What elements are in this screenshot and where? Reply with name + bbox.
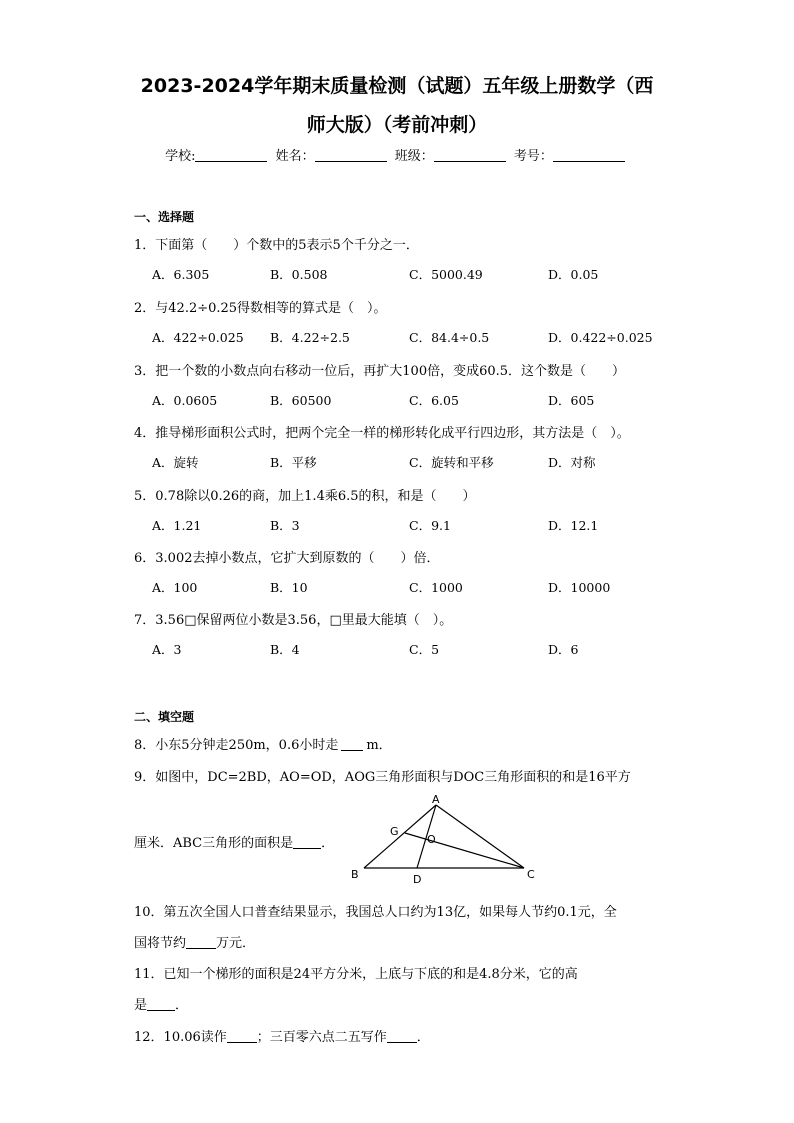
page-title-line1: 2023-2024学年期末质量检测（试题）五年级上册数学（西 (140, 75, 654, 97)
label-a: A (432, 793, 440, 806)
edge-ab (364, 805, 436, 868)
school-label: 学校: (165, 149, 196, 164)
student-info-row (0, 145, 794, 164)
option-c[interactable]: C．1000 (409, 580, 463, 595)
option-c[interactable]: C．5 (409, 642, 440, 657)
question-9-line2 (134, 832, 334, 851)
question-2: 2．与42.2÷0.25得数相等的算式是（ ）。 (134, 301, 387, 316)
question-2-options (152, 328, 712, 346)
option-c[interactable]: C．旋转和平移 (409, 455, 494, 470)
question-1-options (152, 265, 712, 283)
question-9-line1: 9．如图中，DC=2BD，AO=OD，AOG三角形面积与DOC三角形面积的和是16平方 (134, 770, 631, 785)
option-c[interactable]: C．5000.49 (409, 267, 483, 282)
page-title-line2: 师大版）（考前冲刺） (306, 114, 488, 136)
question-9-period: ． (321, 836, 335, 851)
question-8-text: 8．小东5分钟走250m，0.6小时走 (134, 738, 339, 753)
question-3: 3．把一个数的小数点向右移动一位后，再扩大100倍，变成60.5．这个数是（ ） (134, 364, 626, 379)
question-5: 5．0.78除以0.26的商，加上1.4乘6.5的积，和是（ ） (134, 489, 476, 504)
question-8 (134, 734, 392, 753)
label-o: O (427, 833, 436, 846)
question-6: 6．3.002去掉小数点，它扩大到原数的（ ）倍． (134, 551, 440, 566)
question-12-text-b: ；三百零六点二五写作 (256, 1030, 387, 1045)
class-blank[interactable] (434, 149, 506, 162)
question-10-unit: 万元． (216, 936, 256, 951)
option-b[interactable]: B．平移 (270, 455, 317, 470)
option-c[interactable]: C．9.1 (409, 518, 451, 533)
question-4-options (152, 453, 712, 471)
exam-no-label: 考号： (513, 149, 553, 164)
question-9-text: 厘米．ABC三角形的面积是 (134, 836, 294, 851)
question-7-options (152, 640, 712, 658)
label-g: G (390, 825, 399, 838)
option-d[interactable]: D．0.422÷0.025 (548, 330, 653, 345)
option-b[interactable]: B．3 (270, 518, 300, 533)
question-4: 4．推导梯形面积公式时，把两个完全一样的梯形转化成平行四边形，其方法是（ ）。 (134, 426, 630, 441)
question-3-options (152, 391, 712, 409)
question-10-line1: 10．第五次全国人口普查结果显示，我国总人口约为13亿，如果每人节约0.1元，全 (134, 905, 617, 920)
question-8-unit: m． (366, 738, 392, 753)
label-d: D (413, 873, 422, 886)
question-11-line1: 11．已知一个梯形的面积是24平方分米，上底与下底的和是4.8分米，它的高 (134, 967, 578, 982)
question-6-options (152, 578, 712, 596)
option-d[interactable]: D．10000 (548, 580, 611, 595)
option-d[interactable]: D．605 (548, 393, 595, 408)
question-11-line2 (134, 994, 188, 1013)
option-b[interactable]: B．4 (270, 642, 300, 657)
answer-blank-1[interactable] (227, 1030, 257, 1043)
label-c: C (527, 868, 535, 881)
question-1: 1．下面第（ ）个数中的5表示5个千分之一． (134, 238, 419, 253)
question-12-period: ． (416, 1030, 430, 1045)
option-b[interactable]: B．0.508 (270, 267, 328, 282)
option-a[interactable]: A．6.305 (152, 267, 210, 282)
option-a[interactable]: A．1.21 (152, 518, 202, 533)
name-label: 姓名： (275, 149, 315, 164)
option-a[interactable]: A．旋转 (152, 455, 199, 470)
option-d[interactable]: D．6 (548, 642, 579, 657)
question-11-period: ． (175, 998, 189, 1013)
question-11-text: 是 (134, 998, 148, 1013)
name-blank[interactable] (315, 149, 387, 162)
option-a[interactable]: A．100 (152, 580, 198, 595)
option-d[interactable]: D．对称 (548, 455, 596, 470)
exam-no-blank[interactable] (553, 149, 625, 162)
edge-ac (436, 805, 524, 868)
school-blank[interactable] (195, 149, 267, 162)
answer-blank[interactable] (186, 936, 216, 949)
question-7: 7．3.56□保留两位小数是3.56，□里最大能填（ ）。 (134, 613, 453, 628)
answer-blank-2[interactable] (387, 1030, 417, 1043)
question-12 (134, 1026, 430, 1045)
option-b[interactable]: B．10 (270, 580, 308, 595)
section-title-choice: 一、选择题 (134, 210, 195, 224)
section-title-fill: 二、填空题 (134, 710, 195, 724)
question-10-text: 国将节约 (134, 936, 187, 951)
question-5-options (152, 516, 712, 534)
label-b: B (351, 868, 359, 881)
answer-blank[interactable] (341, 738, 363, 751)
option-c[interactable]: C．84.4÷0.5 (409, 330, 490, 345)
option-b[interactable]: B．4.22÷2.5 (270, 330, 350, 345)
question-10-line2 (134, 932, 255, 951)
option-d[interactable]: D．12.1 (548, 518, 599, 533)
answer-blank[interactable] (293, 836, 321, 849)
answer-blank[interactable] (147, 998, 175, 1011)
option-c[interactable]: C．6.05 (409, 393, 459, 408)
triangle-figure (345, 793, 545, 888)
class-label: 班级： (394, 149, 434, 164)
option-a[interactable]: A．0.0605 (152, 393, 218, 408)
option-a[interactable]: A．422÷0.025 (152, 330, 244, 345)
question-12-text-a: 12．10.06读作 (134, 1030, 227, 1045)
option-b[interactable]: B．60500 (270, 393, 332, 408)
option-a[interactable]: A．3 (152, 642, 182, 657)
option-d[interactable]: D．0.05 (548, 267, 599, 282)
